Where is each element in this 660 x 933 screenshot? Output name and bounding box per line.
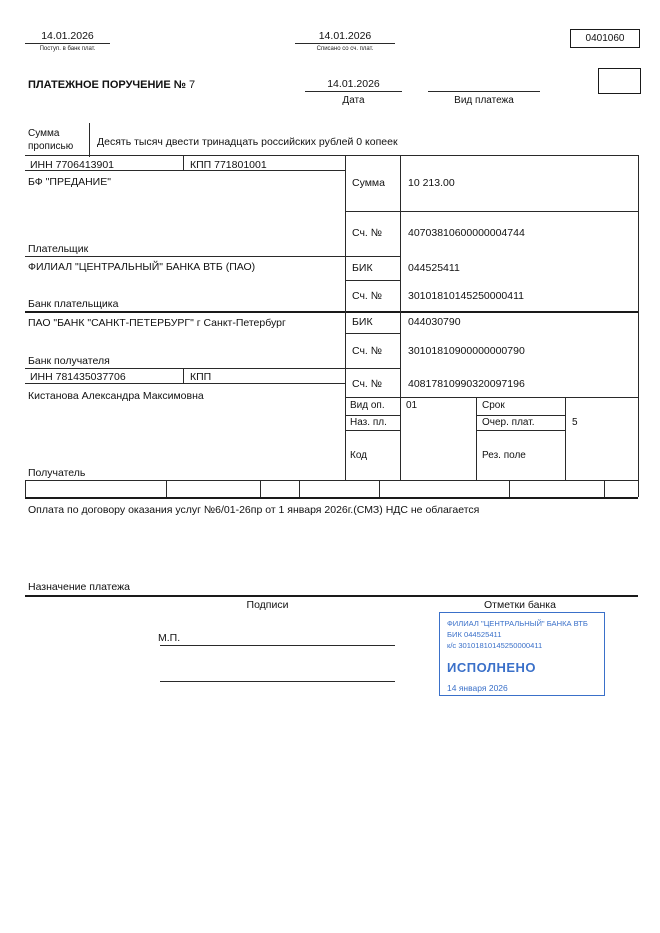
- code-label: Код: [350, 450, 368, 461]
- stamp-status: ИСПОЛНЕНО: [447, 660, 537, 675]
- purpose-section-line: [25, 595, 638, 597]
- debited-date-label: Списано со сч. плат.: [316, 46, 374, 52]
- debited-date-underline: [295, 43, 395, 44]
- stamp-corr-account: к/с 30101810145250000411: [447, 641, 543, 650]
- payment-kind-box: [598, 68, 641, 94]
- payer-bank-name: ФИЛИАЛ "ЦЕНТРАЛЬНЫЙ" БАНКА ВТБ (ПАО): [28, 261, 256, 273]
- sum-label: Сумма: [352, 177, 385, 189]
- beneficiary-bank-account-label: Сч. №: [352, 345, 383, 357]
- vline-srok: [476, 397, 477, 480]
- payer-bank-account-label: Сч. №: [352, 290, 383, 302]
- tax-row-v1: [166, 480, 167, 497]
- bank-stamp: [439, 612, 605, 696]
- tax-row-v5: [509, 480, 510, 497]
- doc-number: 7: [189, 79, 196, 91]
- bene-inn-kpp-divider: [183, 368, 184, 383]
- tax-row-v2: [260, 480, 261, 497]
- srok-line: [477, 415, 565, 416]
- nazn-label: Наз. пл.: [350, 417, 387, 428]
- term-label: Срок: [482, 400, 505, 411]
- ocher-line: [477, 430, 565, 431]
- op-type-value: 01: [406, 400, 418, 411]
- table-vline-right: [638, 155, 639, 480]
- payerbank-label-divider: [345, 280, 400, 281]
- payer-kpp: КПП 771801001: [190, 159, 267, 171]
- reserve-label: Рез. поле: [482, 450, 526, 461]
- received-date: 14.01.2026: [41, 30, 94, 42]
- beneficiary-bank-section-label: Банк получателя: [28, 355, 110, 367]
- form-code: 0401060: [585, 32, 625, 44]
- beneficiary-account: 40817810990320097196: [408, 378, 525, 390]
- payer-account: 40703810600000004744: [408, 227, 525, 239]
- signature-line-2: [160, 681, 395, 682]
- payer-bank-account: 30101810145250000411: [408, 290, 525, 302]
- tax-row-v3: [299, 480, 300, 497]
- payer-inn: ИНН 7706413901: [30, 159, 115, 171]
- beneficiary-bank-account: 30101810900000000790: [408, 345, 525, 357]
- stamp-bik: БИК 044525411: [447, 630, 502, 639]
- beneficiary-name: Кистанова Александра Максимовна: [28, 390, 204, 402]
- sum-cell-line: [345, 211, 638, 212]
- doc-title-text: ПЛАТЕЖНОЕ ПОРУЧЕНИЕ №: [28, 79, 186, 91]
- table-vline-labels: [345, 155, 346, 480]
- priority-value: 5: [572, 417, 578, 428]
- nazpl-line: [345, 430, 400, 431]
- beneficiary-account-label: Сч. №: [352, 378, 383, 390]
- beneficiary-inn: ИНН 781435037706: [30, 371, 126, 383]
- received-date-underline: [25, 43, 110, 44]
- bene-inn-row-line: [25, 383, 345, 384]
- beneficiary-bank-name: ПАО "БАНК "САНКТ-ПЕТЕРБУРГ" г Санкт-Петербург: [28, 317, 286, 329]
- payment-kind-label: Вид платежа: [454, 95, 514, 106]
- payer-name: БФ "ПРЕДАНИЕ": [28, 176, 111, 188]
- op-type-label: Вид оп.: [350, 400, 385, 411]
- tax-row-v7: [638, 480, 639, 497]
- payer-bank-section-label: Банк плательщика: [28, 298, 119, 310]
- bene-account-line: [345, 397, 638, 398]
- amount-words-value: Десять тысяч двести тринадцать российских рублей 0 копеек: [97, 136, 398, 148]
- table-line-top: [25, 155, 638, 156]
- tax-row-v6: [604, 480, 605, 497]
- beneficiary-kpp-label: КПП: [190, 371, 212, 383]
- sum-value: 10 213.00: [408, 177, 455, 189]
- benebank-section-line: [25, 368, 400, 369]
- amount-words-label: Сумма прописью: [28, 128, 74, 152]
- debited-date: 14.01.2026: [318, 30, 372, 42]
- benebank-label-divider: [345, 333, 400, 334]
- amount-words-divider: [89, 123, 90, 157]
- received-date-label: Поступ. в банк плат.: [39, 46, 96, 52]
- priority-label: Очер. плат.: [482, 417, 535, 428]
- stamp-bank-name: ФИЛИАЛ "ЦЕНТРАЛЬНЫЙ" БАНКА ВТБ: [447, 619, 588, 628]
- doc-title: [28, 79, 195, 91]
- stamp-date: 14 января 2026: [447, 683, 508, 693]
- payerbank-section-line: [25, 311, 638, 313]
- purpose-section-label: Назначение платежа: [28, 581, 130, 593]
- tax-row-v0: [25, 480, 26, 497]
- form-code-box: [570, 29, 640, 48]
- doc-date-label: Дата: [342, 95, 365, 106]
- mp-label: М.П.: [158, 632, 181, 644]
- payer-account-label: Сч. №: [352, 227, 383, 239]
- signatures-label: Подписи: [246, 599, 289, 611]
- table-vline-values: [400, 155, 401, 480]
- vidop-line: [345, 415, 400, 416]
- tax-row-bottom-line: [25, 497, 638, 499]
- bank-marks-label: Отметки банка: [484, 599, 556, 611]
- tax-row-v4: [379, 480, 380, 497]
- vline-priority: [565, 397, 566, 480]
- payment-kind-line: [428, 91, 540, 92]
- payer-section-label: Плательщик: [28, 243, 89, 255]
- beneficiary-bank-bik-label: БИК: [352, 316, 373, 328]
- beneficiary-bank-bik: 044030790: [408, 316, 461, 328]
- doc-date: 14.01.2026: [327, 78, 380, 90]
- beneficiary-section-label: Получатель: [28, 467, 86, 479]
- payer-section-line: [25, 256, 400, 257]
- payer-bank-bik: 044525411: [408, 262, 460, 274]
- doc-date-underline: [305, 91, 402, 92]
- signature-line-1: [160, 645, 395, 646]
- payer-inn-kpp-divider: [183, 155, 184, 170]
- table-line-bottom: [25, 480, 638, 481]
- purpose-text: Оплата по договору оказания услуг №6/01-26пр от 1 января 2026г.(СМЗ) НДС не облагается: [28, 504, 480, 516]
- payer-bank-bik-label: БИК: [352, 262, 373, 274]
